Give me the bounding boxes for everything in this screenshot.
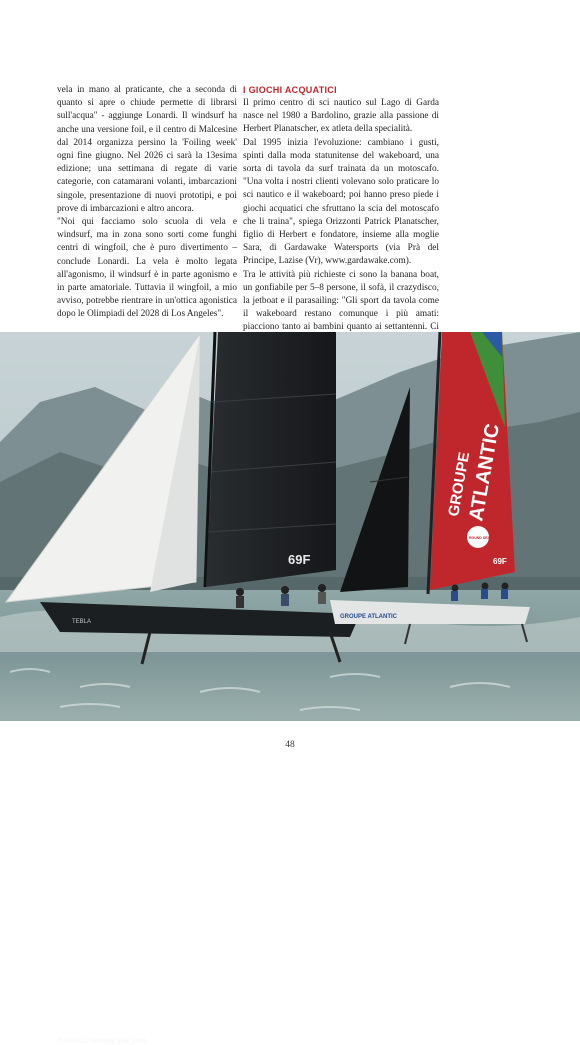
left-boat-mainsail [206, 332, 336, 587]
left-boat-sail-number: 69F [288, 552, 311, 567]
right-boat-hull-text: GROUPE ATLANTIC [340, 614, 397, 620]
right-text-column [243, 84, 439, 348]
page-number: 48 [285, 740, 295, 750]
section-heading: I GIOCHI ACQUATICI [243, 85, 337, 95]
right-boat-sail-brand: GROUPE [445, 450, 474, 518]
body-paragraph: "Noi qui facciamo solo scuola di vela e windsurf, ma in zona sono sorti come funghi centri di wingfoil, che è puro divertimento – conclude Lonardi. La vela è molto legata all'agonismo, il windsurf è in parte agonismo e in parte amatoriale. Tuttavia il wingfoil, a mio avviso, potrebbe rientrare in un'ottica agonistica dopo le Olimpiadi del 2028 di Los Angeles". [57, 217, 237, 320]
body-paragraph: Dal 1995 inizia l'evoluzione: cambiano i gusti, spinti dalla moda statunitense del wakeboard, una sorta di tavola da surf trainata da un motoscafo. "Una volta i nostri clienti volevano solo praticare lo sci nautico e il wakeboard; poi hanno preso piede i giochi acquatici che sfruttano la scia del motoscafo che li traina", spiega Orizzonti Patrick Planatscher, figlio di Herbert e fondatore, insieme alla moglie Sara, di Gardawake Watersports (via Prà del Principe, Lazise (Vr), www.gardawake.com). [243, 137, 439, 267]
body-paragraph: Tra le attività più richieste ci sono la banana boat, un gonfiabile per 5–8 persone, il sofà, il crazydisco, la jetboat e il parasailing: "Gli sport da tavola come il wakeboard restano comunque i più amati: piacciono tanto ai bambini quanto ai settantenni. Ci [243, 269, 439, 333]
right-boat-sail-number: 69F [493, 557, 507, 566]
left-boat-hull-text: TEBLA [72, 619, 92, 625]
left-text-column [57, 84, 237, 322]
body-paragraph: vela in mano al praticante, che a seconda di quanto si apre o chiude permette di librarsi sull'acqua" - aggiunge Lonardi. Il windsurf ha anche una versione foil, e il centro di Malcesine dal 2014 organizza persino la 'Foiling week' ogni fine giugno. Nel 2026 ci sarà la 13esima edizione; una settimana di regate di varie categorie, con catamarani volanti, imbarcazioni singole, presentazione di nuovi prototipi, e poi prove di imbarcazioni e altro ancora. [57, 85, 237, 214]
photo-credit: © ANGELATRAWOEGER_FVM [57, 1039, 146, 1045]
right-boat-badge-text: ROUND SEATS [469, 536, 495, 540]
body-paragraph: Il primo centro di sci nautico sul Lago di Garda nasce nel 1980 a Bardolino, grazie alla passione di Herbert Planatscher, ex atleta della specialità. [243, 98, 439, 135]
right-boat-sail-brand: ATLANTIC [465, 422, 505, 523]
